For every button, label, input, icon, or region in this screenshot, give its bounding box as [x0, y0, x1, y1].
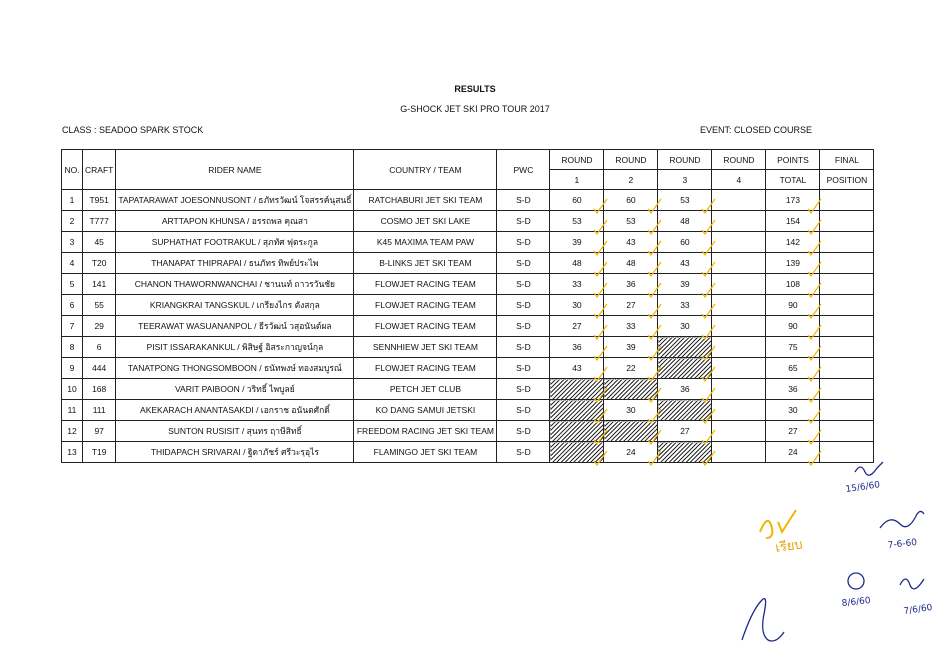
cell-craft: 55	[83, 295, 116, 316]
cell-pwc: S-D	[497, 358, 550, 379]
cell-round-1	[550, 400, 604, 421]
cell-craft: 141	[83, 274, 116, 295]
cell-no: 1	[62, 190, 83, 211]
cell-no: 2	[62, 211, 83, 232]
table-row	[62, 358, 874, 379]
cell-round-1	[550, 421, 604, 442]
cell-craft: T20	[83, 253, 116, 274]
cell-round-3	[658, 337, 712, 358]
cell-team: B-LINKS JET SKI TEAM	[354, 253, 497, 274]
cell-round-4	[712, 232, 766, 253]
cell-round-1: 53	[550, 211, 604, 232]
cell-position	[820, 421, 874, 442]
cell-total: 36	[766, 379, 820, 400]
cell-pwc: S-D	[497, 190, 550, 211]
event-label: EVENT: CLOSED COURSE	[700, 125, 813, 135]
cell-round-2: 60	[604, 190, 658, 211]
cell-round-3: 36	[658, 379, 712, 400]
cell-round-4	[712, 337, 766, 358]
cell-no: 11	[62, 400, 83, 421]
cell-craft: 45	[83, 232, 116, 253]
cell-round-1: 30	[550, 295, 604, 316]
cell-no: 9	[62, 358, 83, 379]
cell-rider: TANATPONG THONGSOMBOON / ธนัทพงษ์ ทองสมบูรณ์	[116, 358, 354, 379]
results-body	[62, 190, 874, 463]
cell-round-1: 39	[550, 232, 604, 253]
cell-craft: 6	[83, 337, 116, 358]
cell-rider: ARTTAPON KHUNSA / อรรถพล คุณสา	[116, 211, 354, 232]
cell-round-3: 27	[658, 421, 712, 442]
cell-round-3: 60	[658, 232, 712, 253]
cell-team: FLOWJET RACING TEAM	[354, 295, 497, 316]
cell-rider: VARIT PAIBOON / วริทธิ์ ไพบูลย์	[116, 379, 354, 400]
cell-no: 13	[62, 442, 83, 463]
cell-pwc: S-D	[497, 253, 550, 274]
cell-position	[820, 274, 874, 295]
cell-round-2: 33	[604, 316, 658, 337]
cell-total: 139	[766, 253, 820, 274]
cell-round-4	[712, 316, 766, 337]
table-row	[62, 442, 874, 463]
cell-round-4	[712, 379, 766, 400]
cell-pwc: S-D	[497, 274, 550, 295]
cell-rider: TEERAWAT WASUANANPOL / ธีรวัฒน์ วสุอนันต์ผล	[116, 316, 354, 337]
cell-round-3	[658, 442, 712, 463]
signature-area	[742, 462, 933, 641]
cell-round-2: 27	[604, 295, 658, 316]
cell-round-3: 43	[658, 253, 712, 274]
cell-total: 108	[766, 274, 820, 295]
cell-team: K45 MAXIMA TEAM PAW	[354, 232, 497, 253]
cell-no: 7	[62, 316, 83, 337]
cell-no: 12	[62, 421, 83, 442]
header-row-1	[62, 150, 874, 170]
cell-round-1: 43	[550, 358, 604, 379]
cell-rider: AKEKARACH ANANTASAKDI / เอกราช อนันตศักดิ์	[116, 400, 354, 421]
cell-no: 4	[62, 253, 83, 274]
table-row	[62, 211, 874, 232]
cell-round-2: 30	[604, 400, 658, 421]
table-row	[62, 295, 874, 316]
col-round-1-label: ROUND	[550, 150, 604, 170]
table-row	[62, 316, 874, 337]
cell-round-2	[604, 421, 658, 442]
cell-team: KO DANG SAMUI JETSKI	[354, 400, 497, 421]
cell-craft: 168	[83, 379, 116, 400]
cell-no: 3	[62, 232, 83, 253]
cell-total: 90	[766, 316, 820, 337]
table-row	[62, 400, 874, 421]
cell-round-3	[658, 400, 712, 421]
cell-total: 30	[766, 400, 820, 421]
cell-round-1: 27	[550, 316, 604, 337]
cell-position	[820, 337, 874, 358]
cell-position	[820, 442, 874, 463]
cell-round-2: 24	[604, 442, 658, 463]
cell-pwc: S-D	[497, 442, 550, 463]
cell-round-1: 36	[550, 337, 604, 358]
cell-team: FLOWJET RACING TEAM	[354, 316, 497, 337]
table-row	[62, 337, 874, 358]
cell-round-4	[712, 190, 766, 211]
signature-2	[880, 511, 924, 528]
cell-team: PETCH JET CLUB	[354, 379, 497, 400]
cell-team: RATCHABURI JET SKI TEAM	[354, 190, 497, 211]
cell-round-2: 48	[604, 253, 658, 274]
cell-round-3: 39	[658, 274, 712, 295]
col-round-4-label: ROUND	[712, 150, 766, 170]
cell-position	[820, 295, 874, 316]
cell-no: 5	[62, 274, 83, 295]
cell-total: 65	[766, 358, 820, 379]
signature-1	[855, 462, 883, 475]
cell-total: 75	[766, 337, 820, 358]
cell-craft: 29	[83, 316, 116, 337]
cell-round-4	[712, 211, 766, 232]
cell-rider: KRIANGKRAI TANGSKUL / เกรียงไกร ตังสกุล	[116, 295, 354, 316]
cell-no: 10	[62, 379, 83, 400]
cell-round-1: 33	[550, 274, 604, 295]
cell-round-2: 53	[604, 211, 658, 232]
cell-rider: CHANON THAWORNWANCHAI / ชานนท์ ถาวรวันชัย	[116, 274, 354, 295]
col-total: TOTAL	[766, 170, 820, 190]
cell-round-2: 43	[604, 232, 658, 253]
cell-rider: THANAPAT THIPRAPAI / ธนภัทร ทิพย์ประไพ	[116, 253, 354, 274]
cell-position	[820, 253, 874, 274]
cell-round-2: 39	[604, 337, 658, 358]
cell-total: 27	[766, 421, 820, 442]
class-label: CLASS : SEADOO SPARK STOCK	[62, 125, 204, 135]
cell-team: COSMO JET SKI LAKE	[354, 211, 497, 232]
col-round-2-label: ROUND	[604, 150, 658, 170]
cell-rider: PISIT ISSARAKANKUL / พิสิษฐ์ อิสระกาญจน์กุล	[116, 337, 354, 358]
signature-date-2: 7-6-60	[887, 537, 918, 551]
cell-position	[820, 316, 874, 337]
cell-total: 142	[766, 232, 820, 253]
cell-round-4	[712, 421, 766, 442]
cell-craft: 444	[83, 358, 116, 379]
cell-round-3: 30	[658, 316, 712, 337]
cell-round-2: 22	[604, 358, 658, 379]
col-round-4-num: 4	[712, 170, 766, 190]
results-table	[61, 149, 874, 463]
cell-pwc: S-D	[497, 211, 550, 232]
cell-pwc: S-D	[497, 232, 550, 253]
yellow-signature-mark	[760, 510, 796, 538]
signature-4	[900, 579, 924, 589]
table-row	[62, 379, 874, 400]
cell-round-3: 33	[658, 295, 712, 316]
cell-position	[820, 211, 874, 232]
signature-3	[848, 573, 864, 589]
cell-craft: T19	[83, 442, 116, 463]
cell-pwc: S-D	[497, 421, 550, 442]
signature-5	[742, 599, 784, 641]
col-round-2-num: 2	[604, 170, 658, 190]
cell-team: FREEDOM RACING JET SKI TEAM	[354, 421, 497, 442]
table-row	[62, 421, 874, 442]
cell-craft: 111	[83, 400, 116, 421]
col-round-1-num: 1	[550, 170, 604, 190]
cell-round-4	[712, 295, 766, 316]
table-row	[62, 190, 874, 211]
cell-round-3	[658, 358, 712, 379]
cell-craft: T951	[83, 190, 116, 211]
cell-pwc: S-D	[497, 337, 550, 358]
col-craft: CRAFT	[83, 150, 116, 190]
cell-no: 6	[62, 295, 83, 316]
cell-round-4	[712, 358, 766, 379]
table-row	[62, 232, 874, 253]
col-final: FINAL	[820, 150, 874, 170]
col-round-3-label: ROUND	[658, 150, 712, 170]
cell-pwc: S-D	[497, 295, 550, 316]
cell-round-4	[712, 400, 766, 421]
cell-position	[820, 190, 874, 211]
cell-total: 154	[766, 211, 820, 232]
signature-date-3: 8/6/60	[841, 596, 872, 609]
cell-team: FLAMINGO JET SKI TEAM	[354, 442, 497, 463]
cell-round-1: 48	[550, 253, 604, 274]
col-no: NO.	[62, 150, 83, 190]
cell-round-2	[604, 379, 658, 400]
col-pwc: PWC	[497, 150, 550, 190]
signature-date-4: 7/6/60	[903, 603, 934, 617]
col-country: COUNTRY / TEAM	[354, 150, 497, 190]
cell-pwc: S-D	[497, 379, 550, 400]
cell-team: FLOWJET RACING TEAM	[354, 274, 497, 295]
table-row	[62, 253, 874, 274]
col-points: POINTS	[766, 150, 820, 170]
cell-rider: SUNTON RUSISIT / สุนทร ฤาษีสิทธิ์	[116, 421, 354, 442]
cell-total: 173	[766, 190, 820, 211]
cell-rider: SUPHATHAT FOOTRAKUL / สุภทัศ ฟุตระกูล	[116, 232, 354, 253]
cell-team: SENNHIEW JET SKI TEAM	[354, 337, 497, 358]
cell-position	[820, 400, 874, 421]
cell-position	[820, 232, 874, 253]
cell-round-3: 48	[658, 211, 712, 232]
col-position: POSITION	[820, 170, 874, 190]
cell-round-1: 60	[550, 190, 604, 211]
cell-no: 8	[62, 337, 83, 358]
cell-craft: T777	[83, 211, 116, 232]
cell-round-1	[550, 442, 604, 463]
cell-total: 90	[766, 295, 820, 316]
cell-round-1	[550, 379, 604, 400]
cell-round-2: 36	[604, 274, 658, 295]
cell-rider: TAPATARAWAT JOESONNUSONT / ธภัทรวัฒน์ โจสรรค์นุสนธิ์	[116, 190, 354, 211]
event-subtitle: G-SHOCK JET SKI PRO TOUR 2017	[400, 104, 550, 114]
cell-pwc: S-D	[497, 400, 550, 421]
cell-round-4	[712, 442, 766, 463]
cell-craft: 97	[83, 421, 116, 442]
table-row	[62, 274, 874, 295]
yellow-note: เรียบ	[774, 537, 804, 556]
cell-rider: THIDAPACH SRIVARAI / ฐิดาภัชร์ ศรีวะรฺอุไร	[116, 442, 354, 463]
cell-total: 24	[766, 442, 820, 463]
cell-round-4	[712, 274, 766, 295]
cell-round-4	[712, 253, 766, 274]
page-title: RESULTS	[454, 84, 496, 94]
cell-round-3: 53	[658, 190, 712, 211]
col-rider: RIDER NAME	[116, 150, 354, 190]
col-round-3-num: 3	[658, 170, 712, 190]
cell-position	[820, 358, 874, 379]
cell-team: FLOWJET RACING TEAM	[354, 358, 497, 379]
cell-position	[820, 379, 874, 400]
signature-date-1: 15/6/60	[845, 480, 881, 495]
cell-pwc: S-D	[497, 316, 550, 337]
